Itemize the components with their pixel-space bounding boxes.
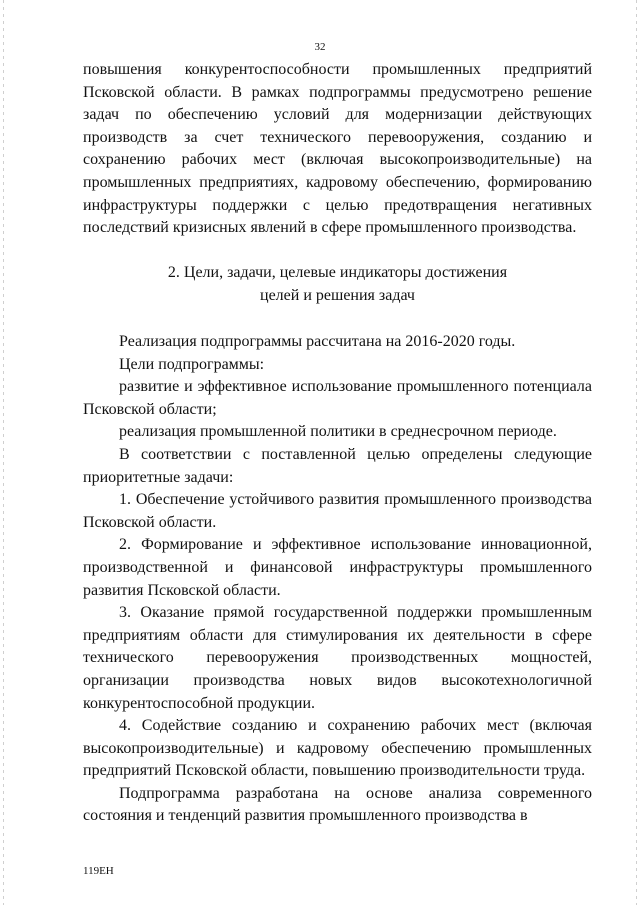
main-text-block: [83, 331, 592, 828]
paragraph: Реализация подпрограммы рассчитана на 2016-2020 годы.: [119, 333, 516, 350]
list-item: 4. Содействие созданию и сохранению рабочих мест (включая высокопроизводительные) и кадровому обеспечению промышленных предприятий Псковской области, повышению производительности труда.: [83, 717, 592, 780]
paragraph: повышения конкурентоспособности промышленных предприятий Псковской области. В рамках подпрограммы предусмотрено решение задач по обеспечению условий для модернизации действующих производств за счет технического перевооружения, созданию и сохранению рабочих мест (включая высокопроизводительные) на промышленных предприятиях, кадровому обеспечению, формированию инфраструктуры поддержки с целью предотвращения негативных последствий кризисных явлений в сфере промышленного производства.: [83, 61, 592, 237]
section-heading-line-1: 2. Цели, задачи, целевые индикаторы достижения: [167, 264, 508, 281]
list-item: 1. Обеспечение устойчивого развития промышленного производства Псковской области.: [83, 491, 592, 531]
paragraph: Цели подпрограммы:: [119, 355, 265, 373]
list-item: 3. Оказание прямой государственной поддержки промышленным предприятиям области для стимулирования их деятельности в сфере технического перевооружения производственных мощностей, организации производства новых видов высокотехнологичной конкурентоспособной продукции.: [83, 604, 592, 712]
section-heading-line-2: целей и решения задач: [260, 286, 415, 304]
paragraph: Подпрограмма разработана на основе анализа современного состояния и тенденций развития промышленного производства в: [83, 784, 592, 825]
scan-edge-right: [636, 0, 637, 905]
paragraph: реализация промышленной политики в среднесрочном периоде.: [119, 423, 557, 441]
scan-edge-left: [3, 0, 4, 905]
paragraph: развитие и эффективное использование промышленного потенциала Псковской области;: [83, 378, 592, 418]
paragraph: В соответствии с поставленной целью определены следующие приоритетные задачи:: [83, 445, 592, 486]
intro-text-block: [83, 59, 592, 240]
list-item: 2. Формирование и эффективное использование инновационной, производственной и финансовой инфраструктуры промышленного развития Псковской области.: [83, 536, 592, 599]
section-heading: [83, 262, 592, 307]
page-number: 32: [314, 41, 326, 53]
footer-document-code: 119ЕН: [83, 865, 114, 877]
